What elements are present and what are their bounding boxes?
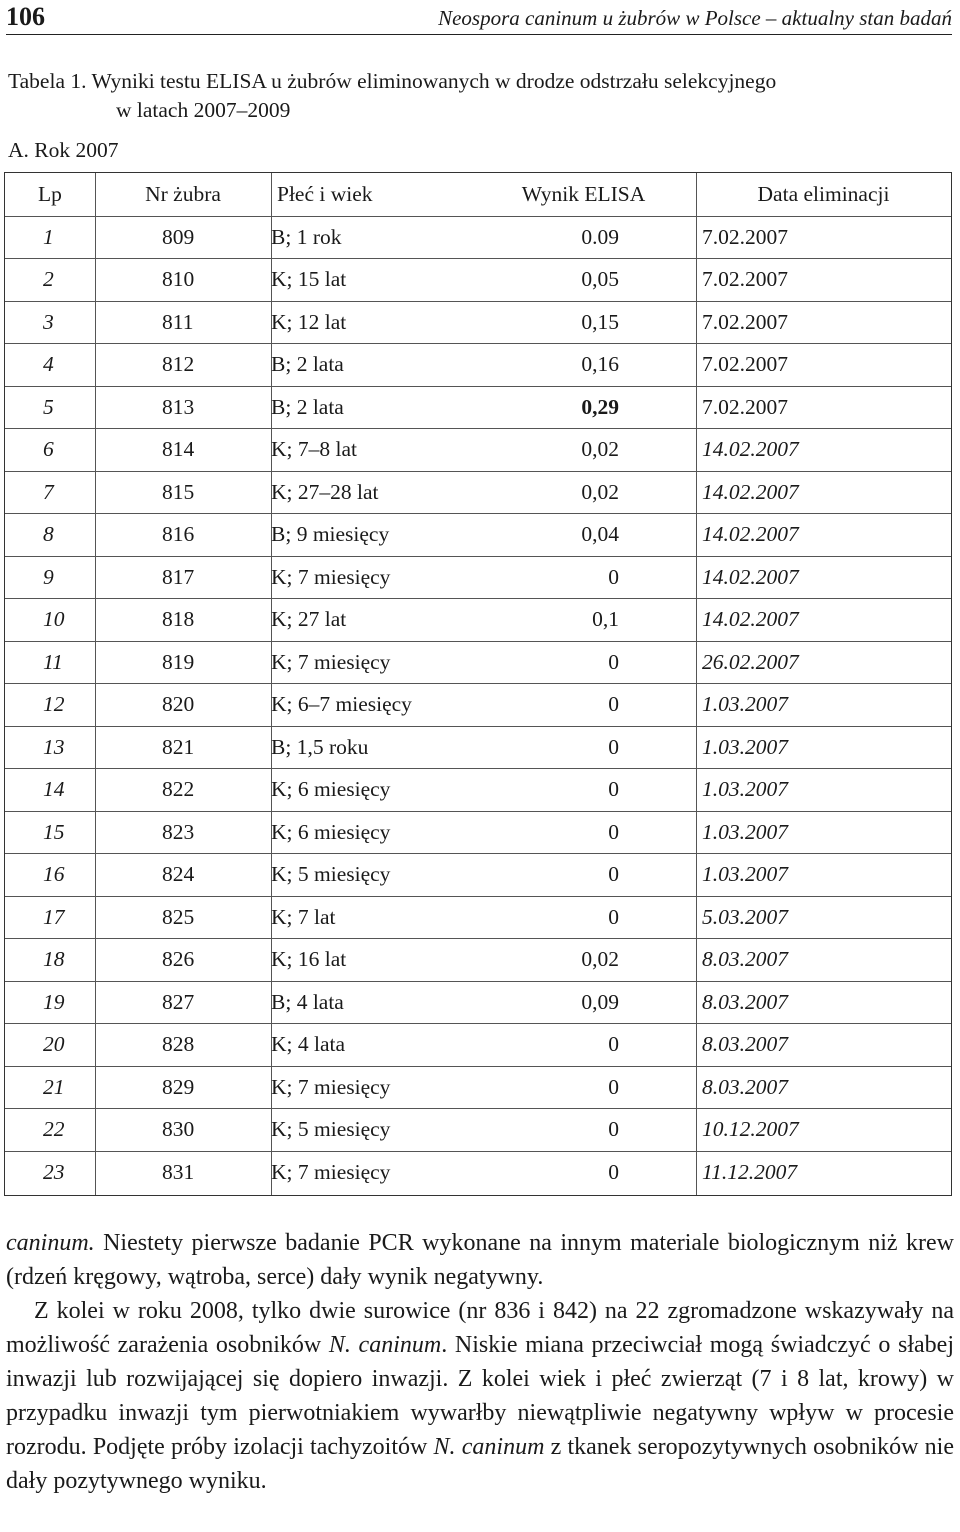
cell-elimination-date: 14.02.2007 (702, 564, 799, 589)
cell-bison-number: 829 (162, 1074, 195, 1099)
cell-sex-age: B; 4 lata (271, 989, 344, 1014)
cell-bison-number: 830 (162, 1117, 195, 1141)
cell-elisa-result: 0 (608, 692, 619, 716)
table-row (5, 216, 951, 259)
header-elisa: Wynik ELISA (521, 182, 646, 206)
header-nr: Nr żubra (145, 182, 221, 206)
cell-sex-age: K; 6–7 miesięcy (271, 692, 412, 716)
cell-bison-number: 812 (162, 352, 195, 376)
paragraph-1-text: Niestety pierwsze badanie PCR wykonane na innym materiale biologicznym niż krew (rdzeń kręgowy, wątroba, serce) dały wynik negatywny. (6, 1230, 954, 1290)
cell-sex-age: B; 9 miesięcy (271, 522, 390, 546)
cell-lp: 18 (43, 947, 65, 971)
cell-elisa-result: 0,15 (581, 309, 619, 334)
cell-bison-number: 815 (162, 479, 195, 504)
cell-sex-age: K; 7 lat (271, 904, 336, 929)
table-row (5, 768, 951, 811)
cell-lp: 9 (43, 564, 54, 589)
cell-elimination-date: 1.03.2007 (702, 734, 788, 759)
cell-elisa-result: 0.09 (581, 224, 619, 249)
cell-sex-age: K; 27 lat (271, 607, 347, 631)
paragraph-2-text-a: Z kolei w roku 2008, tylko dwie surowice (nr 836 i 842) na 22 zgromadzone wskazywały na możliwość zarażenia osobników (6, 1298, 954, 1358)
cell-elisa-result: 0,02 (581, 947, 619, 971)
cell-elisa-result: 0 (608, 819, 619, 844)
table-row (5, 428, 951, 471)
cell-lp: 15 (43, 819, 65, 844)
table-row (5, 1023, 951, 1066)
cell-elisa-result: 0,02 (581, 437, 619, 461)
cell-elisa-result: 0 (608, 649, 619, 674)
cell-bison-number: 821 (162, 734, 195, 759)
cell-bison-number: 816 (162, 522, 195, 546)
cell-bison-number: 823 (162, 819, 195, 844)
cell-elisa-result: 0,29 (581, 394, 619, 419)
cell-lp: 5 (43, 394, 54, 419)
cell-lp: 13 (43, 734, 65, 759)
cell-elimination-date: 14.02.2007 (702, 522, 799, 546)
table-header-row (5, 173, 951, 216)
paragraph-2-text-c: z tkanek seropozytywnych osobników nie dały pozytywnego wyniku. (6, 1434, 954, 1494)
table-row (5, 1151, 951, 1194)
cell-lp: 6 (43, 437, 54, 461)
cell-lp: 12 (43, 692, 65, 716)
cell-elisa-result: 0 (608, 1074, 619, 1099)
elisa-results-table (4, 172, 952, 1196)
cell-elisa-result: 0,05 (581, 267, 619, 291)
cell-bison-number: 810 (162, 267, 195, 291)
cell-sex-age: B; 1 rok (271, 224, 342, 249)
table-row (5, 343, 951, 386)
cell-elimination-date: 8.03.2007 (702, 1032, 788, 1056)
species-name: N. caninum (328, 1332, 442, 1358)
cell-lp: 22 (43, 1117, 65, 1141)
page-header (6, 0, 952, 35)
table-row (5, 938, 951, 981)
cell-elimination-date: 10.12.2007 (702, 1117, 799, 1141)
paragraph-2-text-b: . Niskie miana przeciwciał mogą świadczyć o słabej inwazji lub rozwijającej się dopiero inwazji. Z kolei wiek i płeć zwierząt (7 i 8 lat, krowy) w przypadku inwazji tym pierwotniakiem wywarłby niewątpliwie negatywny wpływ w procesie rozrodu. Podjęte próby izolacji tachyzoitów (6, 1332, 954, 1460)
cell-lp: 1 (43, 224, 54, 249)
cell-lp: 2 (43, 267, 54, 291)
cell-elimination-date: 14.02.2007 (702, 607, 799, 631)
table-row (5, 258, 951, 301)
cell-lp: 8 (43, 522, 54, 546)
cell-sex-age: K; 6 miesięcy (271, 819, 391, 844)
cell-elimination-date: 8.03.2007 (702, 947, 788, 971)
cell-sex-age: B; 2 lata (271, 352, 344, 376)
cell-sex-age: K; 7 miesięcy (271, 1159, 391, 1184)
table-row (5, 513, 951, 556)
cell-lp: 16 (43, 862, 65, 886)
cell-elimination-date: 7.02.2007 (702, 352, 788, 376)
cell-bison-number: 827 (162, 989, 195, 1014)
cell-bison-number: 813 (162, 394, 195, 419)
header-lp: Lp (38, 182, 62, 206)
table-row (5, 811, 951, 854)
cell-elisa-result: 0 (608, 862, 619, 886)
cell-elisa-result: 0,09 (581, 989, 619, 1014)
cell-bison-number: 814 (162, 437, 195, 461)
table-caption (8, 67, 953, 125)
cell-sex-age: K; 5 miesięcy (271, 862, 391, 886)
cell-lp: 4 (43, 352, 54, 376)
cell-elisa-result: 0,04 (581, 522, 619, 546)
cell-elisa-result: 0 (608, 904, 619, 929)
cell-elisa-result: 0 (608, 777, 619, 801)
table-row (5, 641, 951, 684)
table-row (5, 598, 951, 641)
cell-bison-number: 811 (162, 309, 194, 334)
cell-bison-number: 822 (162, 777, 195, 801)
cell-sex-age: K; 16 lat (271, 947, 347, 971)
cell-sex-age: K; 7–8 lat (271, 437, 357, 461)
table-row (5, 1108, 951, 1151)
cell-elimination-date: 8.03.2007 (702, 989, 788, 1014)
caption-line-2: w latach 2007–2009 (116, 98, 291, 122)
table-row (5, 386, 951, 429)
section-label: A. Rok 2007 (8, 138, 119, 162)
cell-bison-number: 828 (162, 1032, 195, 1056)
cell-elimination-date: 5.03.2007 (702, 904, 788, 929)
cell-sex-age: K; 15 lat (271, 267, 347, 291)
species-name: N. caninum (433, 1434, 545, 1460)
paragraph-1 (6, 1226, 954, 1294)
caption-line-1: Tabela 1. Wyniki testu ELISA u żubrów eliminowanych w drodze odstrzału selekcyjnego (8, 69, 777, 93)
species-name: caninum. (6, 1230, 95, 1256)
cell-elimination-date: 7.02.2007 (702, 224, 788, 249)
cell-bison-number: 826 (162, 947, 195, 971)
cell-lp: 11 (43, 649, 63, 674)
cell-sex-age: B; 2 lata (271, 394, 344, 419)
cell-elisa-result: 0 (608, 734, 619, 759)
table-row (5, 726, 951, 769)
table-row (5, 981, 951, 1024)
cell-sex-age: B; 1,5 roku (271, 734, 369, 759)
cell-lp: 14 (43, 777, 65, 801)
cell-bison-number: 825 (162, 904, 195, 929)
cell-bison-number: 820 (162, 692, 195, 716)
cell-bison-number: 824 (162, 862, 195, 886)
cell-elisa-result: 0 (608, 1117, 619, 1141)
table-row (5, 853, 951, 896)
cell-elisa-result: 0,16 (581, 352, 619, 376)
page-number: 106 (6, 2, 45, 31)
cell-elimination-date: 1.03.2007 (702, 819, 788, 844)
cell-sex-age: K; 4 lata (271, 1032, 346, 1056)
cell-elisa-result: 0 (608, 564, 619, 589)
cell-sex-age: K; 7 miesięcy (271, 564, 391, 589)
cell-elimination-date: 14.02.2007 (702, 437, 799, 461)
cell-bison-number: 809 (162, 224, 195, 249)
cell-lp: 19 (43, 989, 65, 1014)
cell-elimination-date: 1.03.2007 (702, 692, 788, 716)
cell-lp: 3 (43, 309, 54, 334)
cell-bison-number: 818 (162, 607, 195, 631)
cell-elisa-result: 0 (608, 1159, 619, 1184)
header-sex-age: Płeć i wiek (277, 182, 373, 206)
cell-elimination-date: 1.03.2007 (702, 777, 788, 801)
cell-lp: 23 (43, 1159, 65, 1184)
table-row (5, 301, 951, 344)
cell-lp: 7 (43, 479, 54, 504)
cell-elimination-date: 8.03.2007 (702, 1074, 788, 1099)
cell-elisa-result: 0,1 (592, 607, 619, 631)
cell-lp: 21 (43, 1074, 65, 1099)
running-title: Neospora caninum u żubrów w Polsce – aktualny stan badań (438, 6, 952, 30)
table-row (5, 896, 951, 939)
cell-elimination-date: 7.02.2007 (702, 267, 788, 291)
cell-lp: 10 (43, 607, 65, 631)
table-row (5, 1066, 951, 1109)
cell-elimination-date: 1.03.2007 (702, 862, 788, 886)
table-row (5, 556, 951, 599)
cell-bison-number: 831 (162, 1159, 195, 1184)
header-date: Data eliminacji (757, 182, 890, 206)
cell-sex-age: K; 5 miesięcy (271, 1117, 391, 1141)
cell-sex-age: K; 12 lat (271, 309, 347, 334)
cell-sex-age: K; 7 miesięcy (271, 649, 391, 674)
cell-bison-number: 817 (162, 564, 195, 589)
cell-elimination-date: 7.02.2007 (702, 309, 788, 334)
cell-bison-number: 819 (162, 649, 195, 674)
cell-elimination-date: 11.12.2007 (702, 1159, 798, 1184)
cell-sex-age: K; 27–28 lat (271, 479, 379, 504)
cell-elimination-date: 14.02.2007 (702, 479, 799, 504)
paragraph-2 (6, 1294, 954, 1498)
cell-elimination-date: 26.02.2007 (702, 649, 799, 674)
cell-sex-age: K; 6 miesięcy (271, 777, 391, 801)
cell-elimination-date: 7.02.2007 (702, 394, 788, 419)
table-row (5, 471, 951, 514)
table-row (5, 683, 951, 726)
cell-elisa-result: 0 (608, 1032, 619, 1056)
body-text (6, 1226, 954, 1498)
cell-sex-age: K; 7 miesięcy (271, 1074, 391, 1099)
cell-lp: 17 (43, 904, 65, 929)
cell-elisa-result: 0,02 (581, 479, 619, 504)
cell-lp: 20 (43, 1032, 65, 1056)
